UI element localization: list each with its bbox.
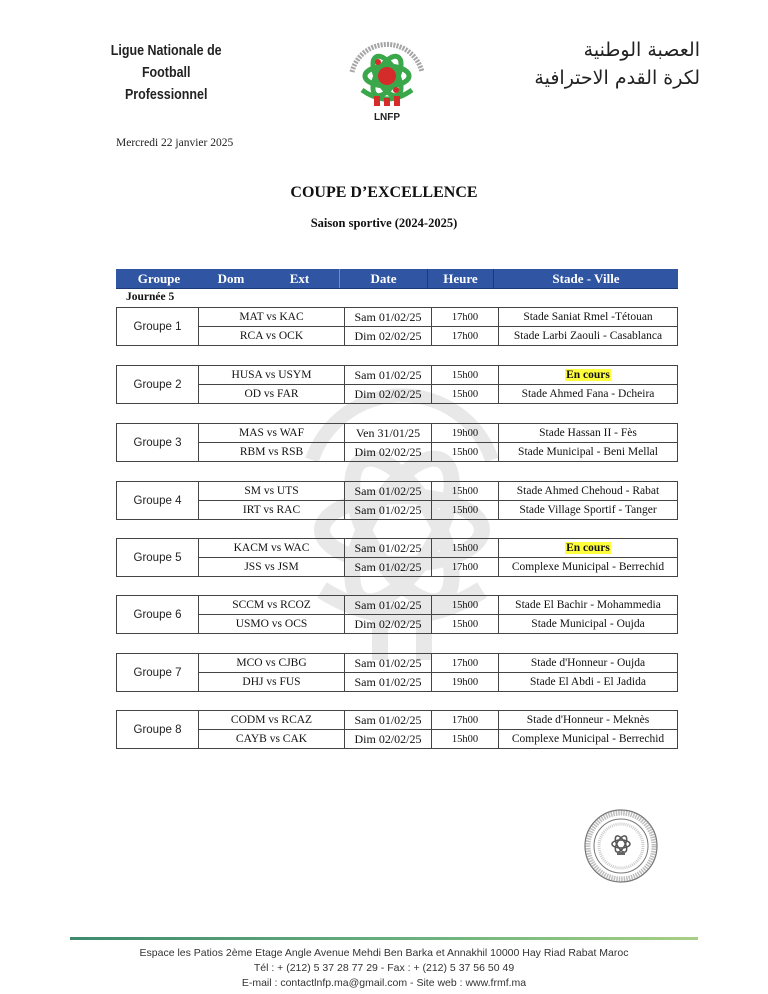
stadium-cell	[499, 482, 677, 500]
time-cell: 17h00	[432, 327, 499, 345]
arabic-line2: لكرة القدم الاحترافية	[534, 67, 700, 89]
group-block	[116, 307, 678, 346]
table-row	[199, 384, 677, 403]
group-block	[116, 365, 678, 404]
date-cell: Dim 02/02/25	[345, 385, 432, 403]
time-cell: 17h00	[432, 308, 499, 326]
logo-text: LNFP	[373, 112, 401, 123]
header-groupe: Groupe	[137, 270, 181, 286]
date-cell: Dim 02/02/25	[345, 443, 432, 461]
table-row	[199, 366, 677, 384]
group-name: Groupe 1	[117, 308, 199, 345]
stadium-cell	[499, 615, 677, 633]
table-row	[199, 442, 677, 461]
stadium-text: Complexe Municipal - Berrechid	[511, 733, 665, 745]
date-cell: Sam 01/02/25	[345, 482, 432, 500]
stadium-cell	[499, 501, 677, 519]
time-cell: 15h00	[432, 730, 499, 748]
header-ext: Ext	[260, 269, 340, 288]
date-cell: Dim 02/02/25	[345, 327, 432, 345]
org-name-line2: Football Professionnel	[124, 65, 208, 103]
time-cell: 15h00	[432, 385, 499, 403]
header-heure: Heure	[427, 269, 494, 288]
group-name: Groupe 2	[117, 366, 199, 403]
stadium-text: Stade El Abdi - El Jadida	[530, 676, 646, 688]
group-name: Groupe 4	[117, 482, 199, 519]
status-badge-en-cours: En cours	[566, 369, 610, 381]
stadium-cell	[499, 366, 677, 384]
table-row	[199, 424, 677, 442]
table-row	[199, 672, 677, 691]
time-cell: 15h00	[432, 501, 499, 519]
time-cell: 15h00	[432, 539, 499, 557]
footer-contact	[0, 946, 768, 991]
header-date: Date	[370, 270, 397, 286]
table-row	[199, 308, 677, 326]
match-cell: SCCM vs RCOZ	[199, 596, 345, 614]
arabic-line1: العصبة الوطنية	[583, 39, 700, 61]
time-cell: 15h00	[432, 443, 499, 461]
stadium-cell	[499, 730, 677, 748]
date-cell: Sam 01/02/25	[345, 654, 432, 672]
time-cell: 15h00	[432, 596, 499, 614]
date-cell: Sam 01/02/25	[345, 366, 432, 384]
date-cell: Dim 02/02/25	[345, 615, 432, 633]
match-cell: KACM vs WAC	[199, 539, 345, 557]
schedule-table-header	[116, 269, 678, 289]
stadium-cell	[499, 654, 677, 672]
date-cell: Sam 01/02/25	[345, 308, 432, 326]
org-name-line1: Ligue Nationale de	[110, 43, 222, 59]
date-cell: Sam 01/02/25	[345, 596, 432, 614]
match-cell: MAS vs WAF	[199, 424, 345, 442]
group-block	[116, 595, 678, 634]
time-cell: 19h00	[432, 424, 499, 442]
footer-address: Espace les Patios 2ème Etage Angle Avenue Mehdi Ben Barka et Annakhil 10000 Hay Riad Rabat Maroc	[139, 947, 629, 959]
match-cell: OD vs FAR	[199, 385, 345, 403]
stadium-text: Stade Municipal - Beni Mellal	[518, 446, 658, 458]
group-block	[116, 423, 678, 462]
stadium-text: Stade El Bachir - Mohammedia	[515, 599, 661, 611]
lnfp-logo	[334, 32, 440, 128]
group-name: Groupe 3	[117, 424, 199, 461]
table-row	[199, 654, 677, 672]
status-badge-en-cours: En cours	[566, 542, 610, 554]
stadium-cell	[499, 385, 677, 403]
time-cell: 17h00	[432, 654, 499, 672]
match-cell: CODM vs RCAZ	[199, 711, 345, 729]
org-name-arabic	[520, 36, 700, 92]
group-name: Groupe 5	[117, 539, 199, 576]
date-cell: Sam 01/02/25	[345, 711, 432, 729]
stadium-text: Stade Ahmed Fana - Dcheira	[521, 388, 655, 400]
stadium-cell	[499, 308, 677, 326]
table-row	[199, 482, 677, 500]
group-block	[116, 538, 678, 577]
footer-divider	[70, 937, 698, 940]
date-cell: Sam 01/02/25	[345, 539, 432, 557]
group-block	[116, 481, 678, 520]
table-row	[199, 326, 677, 345]
table-row	[199, 596, 677, 614]
match-cell: CAYB vs CAK	[199, 730, 345, 748]
match-cell: HUSA vs USYM	[199, 366, 345, 384]
official-stamp	[583, 808, 659, 884]
table-row	[199, 711, 677, 729]
table-row	[199, 557, 677, 576]
time-cell: 15h00	[432, 615, 499, 633]
document-date: Mercredi 22 janvier 2025	[116, 137, 234, 149]
group-name: Groupe 6	[117, 596, 199, 633]
stadium-text: Stade Saniat Rmel -Tétouan	[523, 311, 653, 323]
stadium-cell	[499, 539, 677, 557]
journee-label: Journée 5	[126, 291, 175, 303]
stadium-cell	[499, 558, 677, 576]
date-cell: Dim 02/02/25	[345, 730, 432, 748]
time-cell: 17h00	[432, 558, 499, 576]
match-cell: JSS vs JSM	[199, 558, 345, 576]
stadium-text: Stade Village Sportif - Tanger	[519, 504, 657, 516]
document-subtitle: Saison sportive (2024-2025)	[310, 216, 458, 230]
org-name-french	[106, 40, 226, 106]
stadium-cell	[499, 673, 677, 691]
stadium-text: Stade Ahmed Chehoud - Rabat	[516, 485, 660, 497]
table-row	[199, 729, 677, 748]
footer-phone: Tél : + (212) 5 37 28 77 29 - Fax : + (212) 5 37 56 50 49	[253, 962, 515, 974]
match-cell: RCA vs OCK	[199, 327, 345, 345]
group-name: Groupe 7	[117, 654, 199, 691]
group-name: Groupe 8	[117, 711, 199, 748]
table-row	[199, 539, 677, 557]
match-cell: IRT vs RAC	[199, 501, 345, 519]
header-stade: Stade - Ville	[552, 270, 620, 286]
match-cell: DHJ vs FUS	[199, 673, 345, 691]
match-cell: USMO vs OCS	[199, 615, 345, 633]
date-cell: Sam 01/02/25	[345, 673, 432, 691]
stadium-text: Stade d'Honneur - Meknès	[526, 714, 650, 726]
match-cell: RBM vs RSB	[199, 443, 345, 461]
stadium-cell	[499, 327, 677, 345]
stadium-cell	[499, 711, 677, 729]
group-block	[116, 653, 678, 692]
group-block	[116, 710, 678, 749]
stadium-text: Stade Municipal - Oujda	[531, 618, 645, 630]
stadium-text: Stade d'Honneur - Oujda	[530, 657, 646, 669]
stadium-text: Complexe Municipal - Berrechid	[511, 561, 665, 573]
match-cell: SM vs UTS	[199, 482, 345, 500]
date-cell: Sam 01/02/25	[345, 501, 432, 519]
stadium-text: Stade Larbi Zaouli - Casablanca	[513, 330, 663, 342]
table-row	[199, 614, 677, 633]
date-cell: Ven 31/01/25	[345, 424, 432, 442]
time-cell: 19h00	[432, 673, 499, 691]
match-cell: MCO vs CJBG	[199, 654, 345, 672]
stadium-cell	[499, 596, 677, 614]
stadium-cell	[499, 424, 677, 442]
time-cell: 17h00	[432, 711, 499, 729]
match-cell: MAT vs KAC	[199, 308, 345, 326]
footer-email-web: E-mail : contactlnfp.ma@gmail.com - Site web : www.frmf.ma	[241, 977, 527, 989]
stadium-text: Stade Hassan II - Fès	[539, 427, 637, 439]
stadium-cell	[499, 443, 677, 461]
time-cell: 15h00	[432, 482, 499, 500]
date-cell: Sam 01/02/25	[345, 558, 432, 576]
table-row	[199, 500, 677, 519]
header-dom: Dom	[217, 270, 245, 286]
time-cell: 15h00	[432, 366, 499, 384]
document-title: COUPE D’EXCELLENCE	[290, 184, 478, 201]
